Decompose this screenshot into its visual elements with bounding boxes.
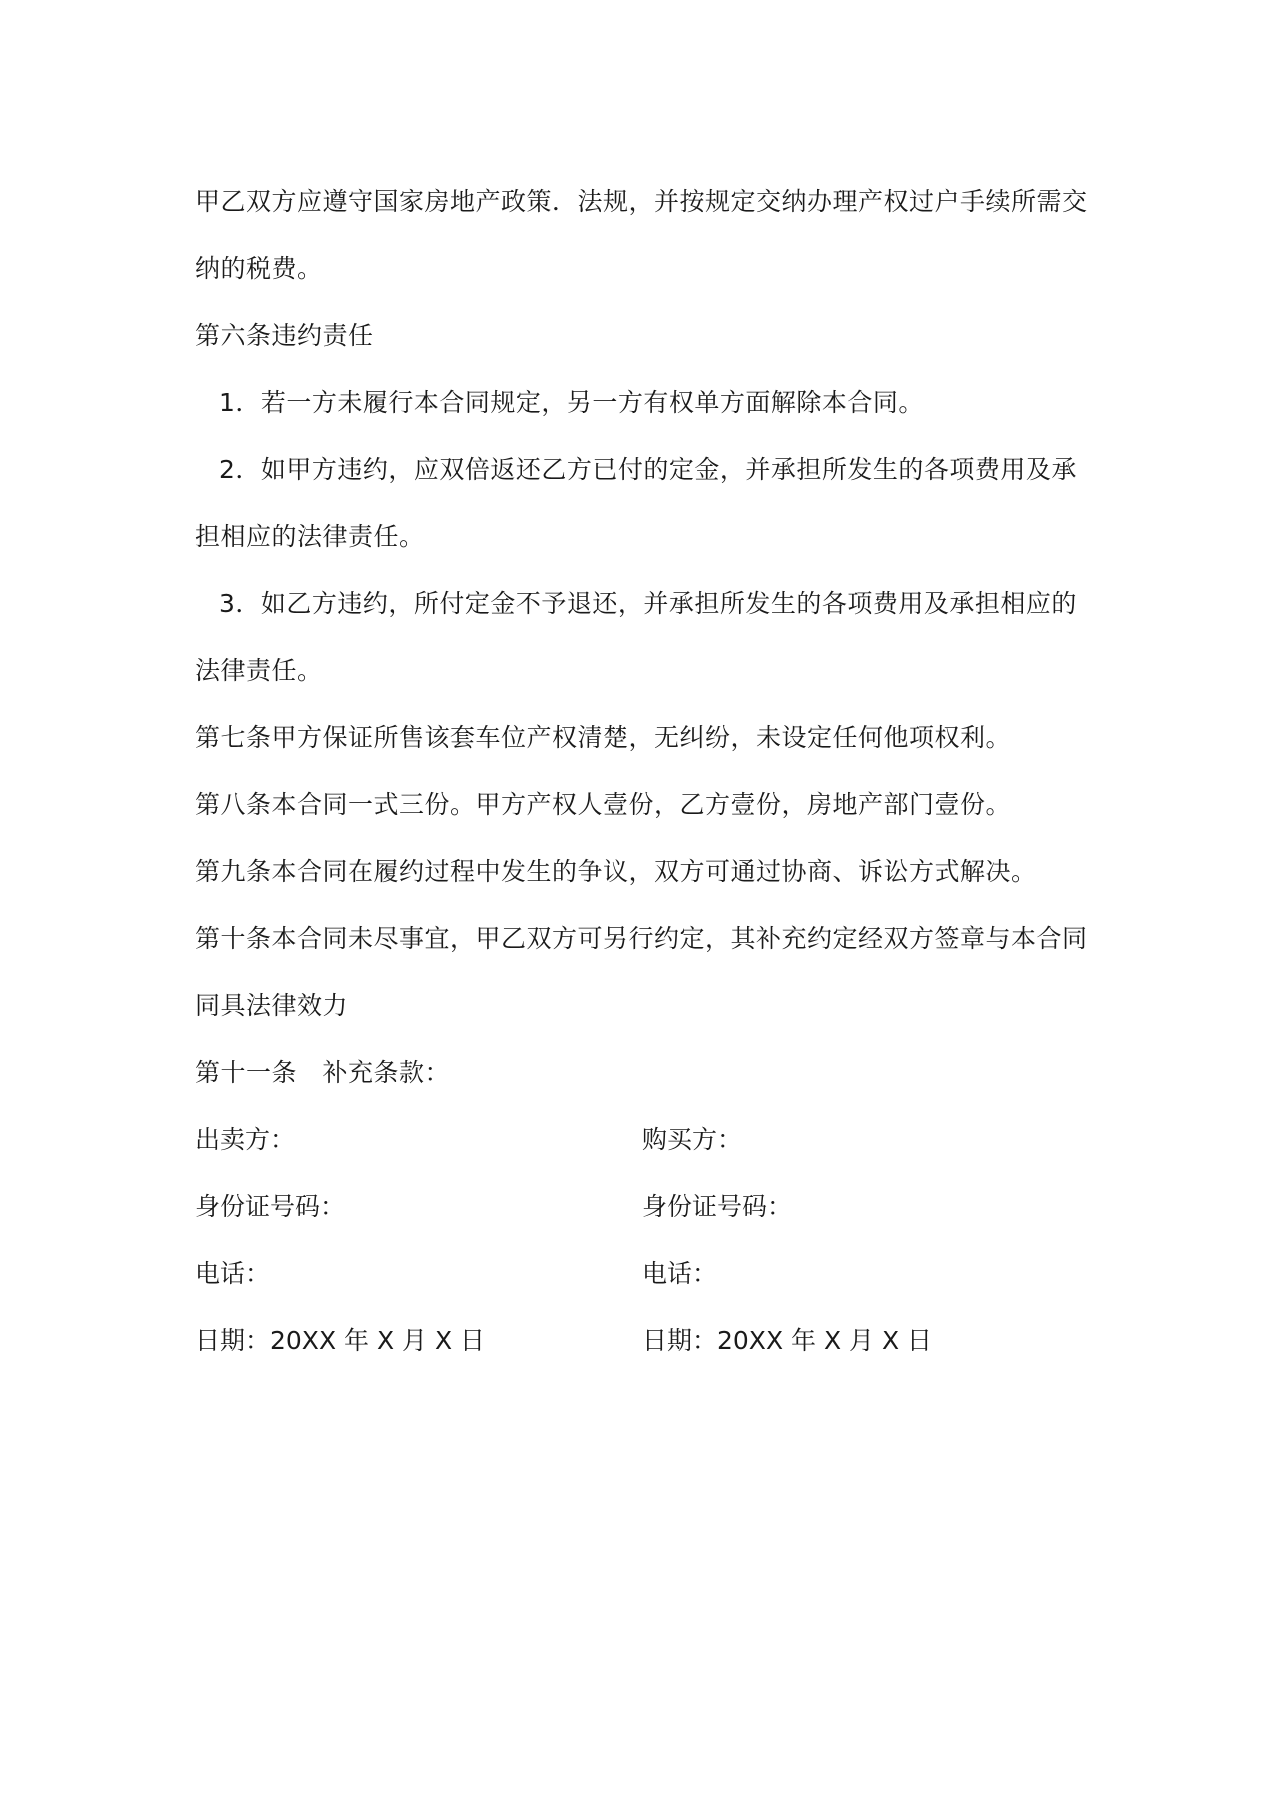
signature-party-row: [195, 1106, 1095, 1173]
article-7: 第七条甲方保证所售该套车位产权清楚，无纠纷，未设定任何他项权利。: [195, 723, 1012, 752]
article-10-line-1: 第十条本合同未尽事宜，甲乙双方可另行约定，其补充约定经双方签章与本合同: [195, 924, 1088, 953]
contract-page: [195, 168, 1095, 1374]
article-6-item-2-line-2: 担相应的法律责任。: [195, 522, 425, 551]
signature-id-row: [195, 1173, 1095, 1240]
buyer-phone-label: 电话：: [642, 1259, 718, 1288]
buyer-id-label: 身份证号码：: [642, 1192, 793, 1221]
tax-paragraph-line-1: 甲乙双方应遵守国家房地产政策．法规，并按规定交纳办理产权过户手续所需交: [195, 187, 1088, 216]
article-10-line-2: 同具法律效力: [195, 991, 349, 1020]
article-6-item-2-line-1: 2．如甲方违约，应双倍返还乙方已付的定金，并承担所发生的各项费用及承: [219, 455, 1077, 484]
buyer-label: 购买方：: [642, 1125, 743, 1154]
article-11: 第十一条 补充条款：: [195, 1058, 451, 1087]
article-9: 第九条本合同在履约过程中发生的争议，双方可通过协商、诉讼方式解决。: [195, 857, 1037, 886]
seller-id-label: 身份证号码：: [195, 1192, 346, 1221]
signature-phone-row: [195, 1240, 1095, 1307]
seller-date-label: 日期：20XX 年 X 月 X 日: [195, 1326, 486, 1355]
article-6-item-1: 1．若一方未履行本合同规定，另一方有权单方面解除本合同。: [219, 388, 924, 417]
seller-phone-label: 电话：: [195, 1259, 271, 1288]
article-6-item-3-line-2: 法律责任。: [195, 656, 323, 685]
seller-label: 出卖方：: [195, 1125, 296, 1154]
article-6-title: 第六条违约责任: [195, 321, 374, 350]
buyer-date-label: 日期：20XX 年 X 月 X 日: [642, 1326, 933, 1355]
article-8: 第八条本合同一式三份。甲方产权人壹份，乙方壹份，房地产部门壹份。: [195, 790, 1012, 819]
signature-date-row: [195, 1307, 1095, 1374]
article-6-item-3-line-1: 3．如乙方违约，所付定金不予退还，并承担所发生的各项费用及承担相应的: [219, 589, 1077, 618]
tax-paragraph-line-2: 纳的税费。: [195, 254, 323, 283]
